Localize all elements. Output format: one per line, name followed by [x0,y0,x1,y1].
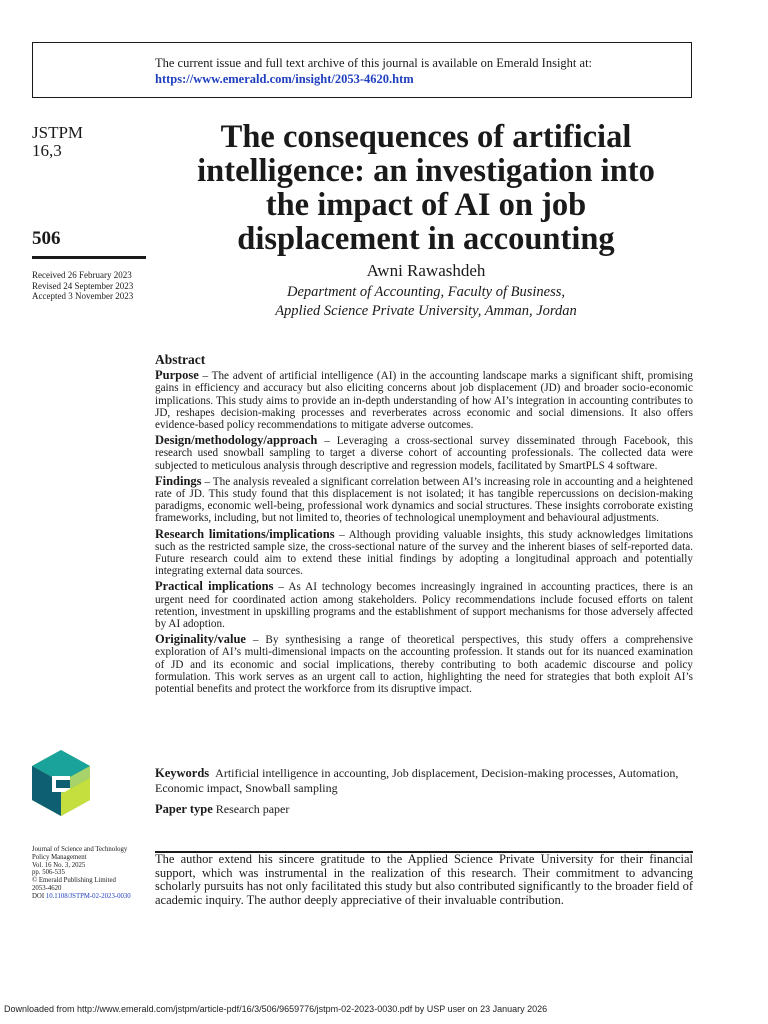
section-label: Originality/value [155,632,246,647]
keywords-label: Keywords [155,766,210,780]
download-footer: Downloaded from http://www.emerald.com/jstpm/article-pdf/16/3/506/9659776/jstpm-02-2023-0030.pdf by USP user on 23 January 2026 [4,1004,548,1014]
title-line: the impact of AI on job [265,187,587,223]
journal-access-banner [32,42,692,98]
journal-info-line: pp. 506-535 [32,869,65,877]
abstract-practical [155,580,693,630]
section-label: Purpose [155,368,199,383]
affiliation-line: Department of Accounting, Faculty of Business, [286,284,565,300]
section-text: – The analysis revealed a significant correlation between AI’s increasing role in accounting and a heightened rate of JD. This study found that this displacement is not isolated; it has tangible repercussions on decision-making paradigms, economic well-being, professional work dynamics and social structures. These insights corroborate existing frameworks, including, but not limited to, theories of technological unemployment and behavioural adjustments. [155,475,693,525]
section-text: – As AI technology becomes increasingly ingrained in accounting practices, there is an urgent need for coordinated action among stakeholders. Policy recommendations include focused efforts on talent retention, investment in upskilling programs and the establishment of support mechanisms for those adversely affected by AI adoption. [155,581,693,631]
journal-info-line: © Emerald Publishing Limited [32,877,116,885]
page-number: 506 [32,228,61,249]
journal-abbr-text: JSTPM [32,123,84,142]
section-text: – The advent of artificial intelligence (AI) in the accounting landscape marks a significant shift, promising gains in efficiency and accuracy but also eliciting concerns about job displacement (JD) and broader socio-economic implications. This study aims to provide an in-depth understanding of how AI’s integration in accounting contributes to JD, reshapes decision-making processes and reverberates across economic and social dimensions. It also offers evidence-based policy recommendations to mitigate adverse outcomes. [155,370,693,432]
emerald-logo-icon [30,748,92,818]
section-text: – Leveraging a cross-sectional survey disseminated through Facebook, this research used snowball sampling to target a diverse cohort of accounting professionals. The collected data were subjected to meticulous analysis through descriptive and regression models, facilitated by SmartPLS 4 software. [155,435,693,472]
paper-type-text: Research paper [215,802,290,816]
section-label: Findings [155,473,202,488]
journal-url-link[interactable]: https://www.emerald.com/insight/2053-4620.htm [155,72,414,86]
doi-label: DOI [32,892,45,900]
title-line: displacement in accounting [237,221,615,257]
author-affiliation [160,283,692,321]
paper-type [155,802,693,817]
abstract-design [155,434,693,472]
sidebar-rule [32,256,146,259]
abstract [155,354,693,698]
paper-type-label: Paper type [155,802,213,816]
section-text: – Although providing valuable insights, this study acknowledges limitations such as the restricted sample size, the cross-sectional nature of the survey and the inherent biases of self-reported data. Future research could aim to extend these initial findings by adopting a longitudinal approach and potentially integrating external data sources. [155,528,693,578]
journal-abbreviation [32,124,146,160]
article-title [160,120,692,256]
doi-link[interactable]: 10.1108/JSTPM-02-2023-0030 [45,892,131,900]
journal-info-line: 2053-4620 [32,884,62,892]
journal-info-line: Vol. 16 No. 3, 2025 [32,861,86,869]
abstract-limitations [155,528,693,578]
volume-issue: 16,3 [32,141,62,160]
affiliation-line: Applied Science Private University, Amman, Jordan [275,303,577,319]
abstract-heading: Abstract [155,352,206,367]
journal-info-line: Policy Management [32,853,87,861]
revised-date: Revised 24 September 2023 [32,280,134,291]
doi [32,893,152,901]
section-label: Research limitations/implications [155,526,335,541]
section-text: – By synthesising a range of theoretical perspectives, this study offers a comprehensive exploration of AI’s multi-dimensional impacts on the accounting profession. It stands out for its nuanced examination of JD and its economic and social implications, thereby contributing to both academic discourse and policy formulation. This work serves as an urgent call to action, highlighting the need for strategies that both exploit AI’s potential benefits and protect the workforce from its disruptive impact. [155,634,693,696]
banner-text: The current issue and full text archive of this journal is available on Emerald Insight at: [155,56,593,70]
title-line: intelligence: an investigation into [197,153,655,189]
author-name: Awni Rawashdeh [366,261,486,280]
section-label: Practical implications [155,579,274,594]
section-label: Design/methodology/approach [155,433,318,448]
accepted-date: Accepted 3 November 2023 [32,291,134,301]
keywords [155,766,693,796]
journal-info [32,846,152,901]
keywords-text: Artificial intelligence in accounting, Job displacement, Decision-making processes, Automation, Economic impact, Snowball sampling [155,766,679,795]
journal-info-line: Journal of Science and Technology [32,846,128,853]
abstract-purpose [155,369,693,431]
article-dates [32,270,146,302]
abstract-originality [155,633,693,695]
abstract-findings [155,475,693,525]
title-line: The consequences of artificial [220,119,632,155]
received-date: Received 26 February 2023 [32,270,132,280]
acknowledgement: The author extend his sincere gratitude to the Applied Science Private University for their financial support, which was instrumental in the realization of this research. Their commitment to advancing scholarly pursuits has not only facilitated this study but also contributed significantly to the broader field of academic inquiry. The author deeply appreciative of their invaluable contribution. [155,852,693,907]
